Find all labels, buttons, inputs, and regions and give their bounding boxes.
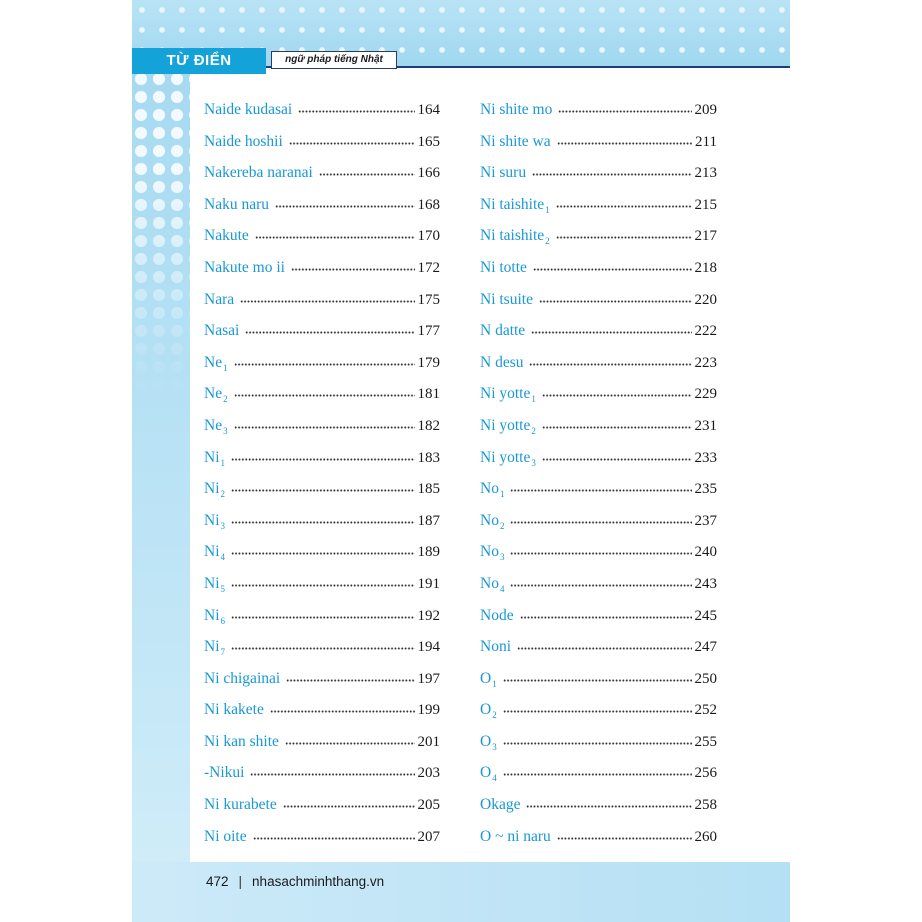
dot-leader: [234, 363, 415, 366]
dot-leader: [539, 300, 692, 303]
entry-page-number: 213: [694, 165, 717, 182]
page-footer: [206, 872, 384, 890]
index-column-right: [480, 94, 717, 852]
entry-page-number: 207: [417, 828, 440, 845]
entry-subscript: 3: [499, 552, 505, 563]
entry-page-number: 164: [417, 102, 440, 118]
dot-leader: [231, 647, 415, 650]
entry-subscript: 2: [499, 520, 505, 531]
dot-leader: [503, 773, 692, 776]
entry-term: Ni taishite$_1$: [480, 195, 550, 215]
index-entry[interactable]: [204, 726, 440, 758]
index-entry[interactable]: [204, 157, 440, 189]
index-entry[interactable]: [480, 663, 717, 695]
dot-leader: [542, 394, 692, 397]
entry-page-number: 255: [694, 733, 717, 750]
entry-term: Ni totte: [480, 258, 527, 276]
dot-leader: [533, 268, 692, 271]
entry-page-number: 201: [417, 733, 440, 750]
entry-term: Ni shite wa: [480, 132, 551, 150]
entry-term: Nakute: [204, 227, 249, 245]
entry-page-number: 217: [694, 228, 717, 245]
dot-leader: [234, 426, 415, 429]
entry-term: Nakute mo ii: [204, 258, 285, 276]
footer-separator: |: [238, 873, 243, 889]
entry-term: Ni yotte$_2$: [480, 416, 536, 436]
index-entry[interactable]: [480, 189, 717, 221]
index-entry[interactable]: [204, 347, 440, 379]
entry-subscript: 5: [220, 583, 225, 594]
index-entry[interactable]: [204, 442, 440, 474]
entry-term: Ni yotte$_1$: [480, 385, 536, 405]
index-entry[interactable]: [480, 757, 717, 789]
index-column-left: [204, 94, 440, 852]
entry-term: Node: [480, 606, 514, 624]
dot-leader: [556, 236, 692, 239]
entry-term: N datte: [480, 322, 526, 340]
entry-subscript: 2: [223, 394, 228, 405]
entry-page-number: 235: [694, 481, 717, 498]
dot-leader: [517, 647, 692, 650]
entry-subscript: 4: [220, 552, 225, 563]
dot-leader: [231, 458, 415, 461]
entry-subscript: 4: [499, 583, 505, 594]
dot-leader: [240, 300, 414, 303]
dot-leader: [557, 837, 692, 840]
entry-term: Naide kudasai: [204, 101, 293, 118]
entry-page-number: 237: [694, 512, 717, 529]
entry-term: $Ni_4$: [204, 543, 225, 563]
entry-term: Naku naru: [204, 195, 269, 213]
entry-page-number: 215: [694, 196, 717, 213]
page-number: 472: [206, 873, 229, 889]
entry-term: Ni shite mo: [480, 101, 553, 118]
entry-term: $No_3$: [480, 543, 505, 563]
index-entry[interactable]: [204, 410, 440, 442]
entry-page-number: 256: [694, 765, 717, 782]
dot-leader: [291, 268, 415, 271]
index-entry[interactable]: [204, 663, 440, 695]
entry-subscript: 2: [492, 710, 497, 721]
entry-subscript: 2: [220, 489, 225, 500]
dot-leader: [275, 205, 415, 208]
index-entry[interactable]: [204, 473, 440, 505]
entry-subscript: 3: [223, 425, 228, 436]
entry-subscript: 3: [492, 741, 497, 752]
index-entry[interactable]: [480, 126, 717, 158]
dot-leader: [250, 773, 414, 776]
index-entry[interactable]: [204, 789, 440, 821]
entry-page-number: 245: [694, 607, 717, 624]
entry-term: O ~ ni naru: [480, 827, 551, 845]
entry-term: $Ne_1$: [204, 353, 228, 373]
entry-term: Ni tsuite: [480, 290, 533, 308]
entry-subscript: 4: [492, 773, 497, 784]
entry-page-number: 192: [417, 607, 440, 624]
entry-term: Nasai: [204, 322, 240, 340]
entry-term: $O_1$: [480, 669, 497, 689]
index-entry[interactable]: [480, 505, 717, 537]
dot-leader: [556, 205, 692, 208]
dot-leader: [520, 616, 692, 619]
entry-term: Ni kurabete: [204, 796, 277, 814]
dot-leader: [255, 236, 415, 239]
dot-leader: [510, 521, 691, 524]
entry-subscript: 1: [531, 394, 536, 405]
entry-term: Ni taishite$_2$: [480, 227, 550, 247]
index-entry[interactable]: [204, 94, 440, 126]
entry-page-number: 189: [417, 544, 440, 561]
index-entry[interactable]: [204, 315, 440, 347]
dot-leader: [231, 584, 415, 587]
entry-subscript: 2: [545, 236, 550, 247]
entry-term: Ni kan shite: [204, 732, 279, 750]
entry-term: Noni: [480, 638, 511, 656]
dot-leader: [557, 142, 692, 145]
index-entry[interactable]: [204, 631, 440, 663]
dot-pattern: [132, 70, 190, 400]
entry-term: $O_3$: [480, 732, 497, 752]
index-entry[interactable]: [204, 821, 440, 853]
index-entry[interactable]: [204, 284, 440, 316]
dot-leader: [298, 110, 414, 113]
dot-leader: [231, 552, 415, 555]
entry-page-number: 252: [694, 702, 717, 719]
entry-subscript: 1: [223, 362, 228, 373]
index-entry[interactable]: [204, 126, 440, 158]
index-entry[interactable]: [480, 694, 717, 726]
entry-term: $Ni_5$: [204, 574, 225, 594]
dot-leader: [526, 805, 691, 808]
entry-term: $O_2$: [480, 701, 497, 721]
index-entry[interactable]: [204, 252, 440, 284]
dot-leader: [231, 489, 415, 492]
entry-term: Nara: [204, 290, 235, 308]
entry-page-number: 203: [417, 765, 440, 782]
entry-page-number: 170: [417, 228, 440, 245]
dot-leader: [558, 110, 691, 113]
dot-leader: [542, 458, 692, 461]
entry-page-number: 166: [417, 165, 440, 182]
entry-page-number: 231: [694, 417, 717, 434]
dot-leader: [510, 584, 691, 587]
dot-leader: [286, 679, 414, 682]
index-entry[interactable]: [480, 568, 717, 600]
dot-leader: [510, 489, 691, 492]
entry-term: $Ni_3$: [204, 511, 225, 531]
index-entry[interactable]: [480, 220, 717, 252]
entry-term: $Ni_1$: [204, 448, 225, 468]
entry-page-number: 205: [417, 797, 440, 814]
book-subtitle: ngữ pháp tiếng Nhật: [271, 51, 397, 69]
entry-subscript: 1: [492, 678, 497, 689]
entry-page-number: 191: [417, 575, 440, 592]
entry-subscript: 3: [531, 457, 536, 468]
entry-page-number: 211: [695, 133, 717, 150]
entry-subscript: 1: [220, 457, 225, 468]
entry-page-number: 250: [694, 670, 717, 687]
entry-page-number: 179: [417, 354, 440, 371]
entry-term: $No_4$: [480, 574, 505, 594]
entry-subscript: 3: [220, 520, 225, 531]
dot-leader: [503, 710, 692, 713]
entry-page-number: 218: [694, 259, 717, 276]
entry-subscript: 2: [531, 425, 536, 436]
index-entry[interactable]: [204, 189, 440, 221]
index-entry[interactable]: [480, 347, 717, 379]
entry-page-number: 247: [694, 639, 717, 656]
entry-term: Ni oite: [204, 827, 247, 845]
entry-term: Ni suru: [480, 164, 527, 182]
dot-leader: [231, 616, 415, 619]
entry-term: Ni chigainai: [204, 669, 281, 687]
index-entry[interactable]: [480, 600, 717, 632]
dot-leader: [542, 426, 692, 429]
index-entry[interactable]: [204, 536, 440, 568]
entry-term: $Ni_7$: [204, 638, 225, 658]
entry-page-number: 243: [694, 575, 717, 592]
entry-term: $Ne_2$: [204, 385, 228, 405]
entry-term: Okage: [480, 796, 521, 814]
dot-leader: [253, 837, 415, 840]
entry-subscript: 1: [545, 204, 550, 215]
entry-page-number: 199: [417, 702, 440, 719]
dot-leader: [285, 742, 415, 745]
entry-term: $No_2$: [480, 511, 505, 531]
book-title: TỪ ĐIỂN: [132, 48, 266, 74]
dot-leader: [529, 363, 691, 366]
dot-leader: [503, 679, 692, 682]
index-entry[interactable]: [480, 631, 717, 663]
index-entry[interactable]: [480, 442, 717, 474]
entry-page-number: 223: [694, 354, 717, 371]
index-entry[interactable]: [204, 505, 440, 537]
entry-page-number: 165: [417, 133, 440, 150]
entry-page-number: 181: [417, 386, 440, 403]
entry-term: Ni kakete: [204, 701, 264, 719]
entry-page-number: 187: [417, 512, 440, 529]
entry-term: $O_4$: [480, 764, 497, 784]
entry-term: $Ni_2$: [204, 480, 225, 500]
website-link[interactable]: nhasachminhthang.vn: [252, 873, 385, 889]
dot-leader: [270, 710, 415, 713]
index-entry[interactable]: [204, 600, 440, 632]
dot-leader: [289, 142, 415, 145]
entry-subscript: 7: [220, 647, 225, 658]
entry-page-number: 172: [417, 259, 440, 276]
index-entry[interactable]: [204, 378, 440, 410]
index-entry[interactable]: [204, 568, 440, 600]
entry-term: $Ni_6$: [204, 606, 225, 626]
footer-band: [132, 862, 790, 922]
entry-page-number: 258: [694, 797, 717, 814]
entry-term: Naide hoshii: [204, 132, 283, 150]
entry-term: $No_1$: [480, 480, 505, 500]
entry-page-number: 209: [694, 102, 717, 118]
entry-page-number: 182: [417, 417, 440, 434]
entry-page-number: 177: [417, 323, 440, 340]
entry-page-number: 194: [417, 639, 440, 656]
index-entry[interactable]: [480, 315, 717, 347]
dot-leader: [510, 552, 691, 555]
index-entry[interactable]: [480, 378, 717, 410]
entry-page-number: 233: [694, 449, 717, 466]
entry-page-number: 185: [417, 481, 440, 498]
index-entry[interactable]: [480, 157, 717, 189]
index-entry[interactable]: [480, 726, 717, 758]
index-entry[interactable]: [204, 757, 440, 789]
entry-term: Nakereba naranai: [204, 164, 313, 182]
index-entry[interactable]: [480, 821, 717, 853]
index-entry[interactable]: [204, 694, 440, 726]
entry-subscript: 6: [220, 615, 225, 626]
index-entry[interactable]: [480, 284, 717, 316]
index-entry[interactable]: [480, 473, 717, 505]
dot-leader: [503, 742, 692, 745]
entry-term: Ni yotte$_3$: [480, 448, 536, 468]
entry-page-number: 175: [417, 291, 440, 308]
book-page: [132, 0, 790, 922]
entry-page-number: 183: [417, 449, 440, 466]
index-entry[interactable]: [480, 536, 717, 568]
index-entry[interactable]: [480, 252, 717, 284]
entry-page-number: 222: [694, 323, 717, 340]
dot-leader: [531, 331, 691, 334]
entry-page-number: 220: [694, 291, 717, 308]
entry-page-number: 197: [417, 670, 440, 687]
dot-leader: [283, 805, 415, 808]
entry-page-number: 260: [694, 828, 717, 845]
entry-page-number: 229: [694, 386, 717, 403]
entry-term: $Ne_3$: [204, 416, 228, 436]
entry-term: N desu: [480, 353, 524, 371]
dot-leader: [532, 173, 691, 176]
dot-leader: [231, 521, 415, 524]
index-entry[interactable]: [204, 220, 440, 252]
index-entry[interactable]: [480, 410, 717, 442]
dot-leader: [319, 173, 415, 176]
dot-leader: [245, 331, 414, 334]
entry-term: -Nikui: [204, 764, 245, 782]
index-entry[interactable]: [480, 789, 717, 821]
index-entry[interactable]: [480, 94, 717, 126]
entry-page-number: 168: [417, 196, 440, 213]
entry-page-number: 240: [694, 544, 717, 561]
entry-subscript: 1: [499, 489, 505, 500]
dot-leader: [234, 394, 415, 397]
